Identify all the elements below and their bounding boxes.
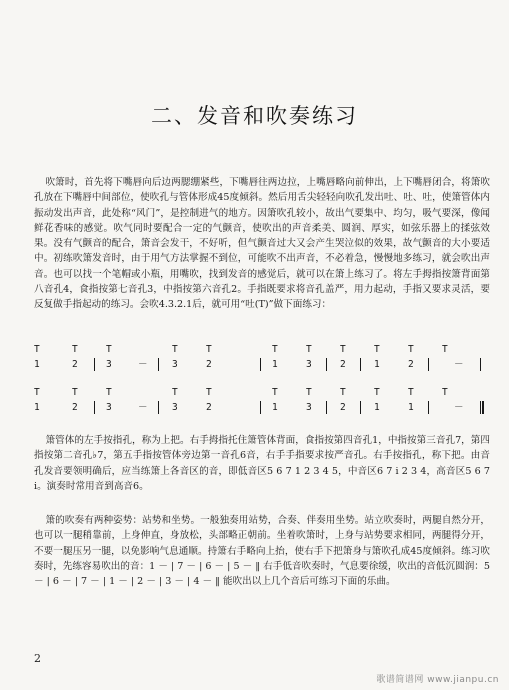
tonguing-mark: T xyxy=(340,387,346,398)
note: － xyxy=(138,359,148,370)
note: 1 xyxy=(408,402,414,413)
note: 2 xyxy=(206,359,212,370)
notation-row-1 xyxy=(34,343,490,373)
tonguing-mark: T xyxy=(272,387,278,398)
barline xyxy=(480,358,481,371)
note: 1 xyxy=(272,359,278,370)
note: 1 xyxy=(272,402,278,413)
tonguing-mark: T xyxy=(34,344,40,355)
note: 3 xyxy=(172,359,178,370)
barline xyxy=(260,401,261,414)
note: 2 xyxy=(408,359,414,370)
notation-row-2 xyxy=(34,386,490,416)
paragraph-embouchure xyxy=(34,175,490,313)
tonguing-marks xyxy=(34,386,490,399)
barline xyxy=(428,401,429,414)
watermark: 歌谱简谱网 www.jianpu.cn xyxy=(376,675,499,685)
paragraph-text: 箫管体的左手按指孔，称为上把。右手拇指托住箫管体背面，食指按第四音孔1，中指按第三音孔7，第四指按第二音孔♭7，第五手指按管体旁边第一音孔6音，右手手指要求按严音孔。右手按指孔，称下把。由音孔发音要领明确后，应当练箫上各音区的音，即低音区5 6 7 1 2 3 4 5，中音区6 7 i 2 3 4，高音区5 6 7 i。演奏时常用音到高音6。 xyxy=(34,435,490,492)
barline xyxy=(94,401,95,414)
note: － xyxy=(454,359,464,370)
paragraph-posture xyxy=(34,513,490,589)
barline xyxy=(94,358,95,371)
tonguing-marks xyxy=(34,343,490,356)
tonguing-mark: T xyxy=(408,387,414,398)
note: 3 xyxy=(172,402,178,413)
barline xyxy=(158,401,159,414)
tonguing-mark: T xyxy=(272,344,278,355)
tonguing-mark: T xyxy=(374,387,380,398)
tonguing-mark: T xyxy=(172,344,178,355)
note: － xyxy=(138,402,148,413)
note: 3 xyxy=(306,402,312,413)
note: 3 xyxy=(106,359,112,370)
note: 2 xyxy=(340,359,346,370)
tonguing-mark: T xyxy=(442,387,448,398)
note: 2 xyxy=(72,402,78,413)
note: 2 xyxy=(206,402,212,413)
barline xyxy=(360,358,361,371)
barline xyxy=(158,358,159,371)
barline xyxy=(326,358,327,371)
chapter-title: 二、发音和吹奏练习 xyxy=(151,104,358,128)
note: 1 xyxy=(374,402,380,413)
tonguing-mark: T xyxy=(408,344,414,355)
tonguing-mark: T xyxy=(306,344,312,355)
note: 1 xyxy=(374,359,380,370)
tonguing-mark: T xyxy=(374,344,380,355)
tonguing-mark: T xyxy=(206,387,212,398)
note: 2 xyxy=(72,359,78,370)
note: － xyxy=(454,402,464,413)
note: 1 xyxy=(34,359,40,370)
tonguing-mark: T xyxy=(340,344,346,355)
tonguing-mark: T xyxy=(106,387,112,398)
note: 3 xyxy=(306,359,312,370)
note-line xyxy=(34,401,490,414)
note: 1 xyxy=(34,402,40,413)
page-number: 2 xyxy=(34,652,41,665)
paragraph-fingering xyxy=(34,433,490,494)
barline xyxy=(260,358,261,371)
final-barline xyxy=(480,401,484,414)
barline xyxy=(360,401,361,414)
tonguing-mark: T xyxy=(442,344,448,355)
tonguing-mark: T xyxy=(172,387,178,398)
barline xyxy=(428,358,429,371)
note-line xyxy=(34,358,490,371)
tonguing-mark: T xyxy=(206,344,212,355)
paragraph-text: 吹箫时，首先将下嘴唇向后边两腮绷紧些，下嘴唇往两边拉，上嘴唇略向前伸出，上下嘴唇闭合，将箫吹孔放在下嘴唇中间部位，使吹孔与管体形成45度倾斜。然后用舌尖轻轻向吹孔发出吐、吐、吐，使箫管体内振动发出声音，此处称“风门”，是控制进气的地方。因箫吹孔较小，故出气要集中、均匀，吸气要深，像闻鲜花香味的感觉。吹气同时要配合一定的气颤音，使吹出的声音柔美、圆润、厚实，如弦乐器上的揉弦效果。没有气颤音的配合，箫音会发干，不好听，但气颤音过大又会产生哭泣似的效果，故气颤音的大小要适中。初练吹箫发音时，由于用气方法掌握不到位，可能吹不出声音，不必着急，慢慢地多练习，就会吹出声音。也可以找一个笔帽或小瓶，用嘴吹，找到发音的感觉后，就可以在箫上练习了。将左手拇指按箫背面第八音孔4，食指按第七音孔3，中指按第六音孔2。手指既要求将音孔盖严，用力起动，手指又要求灵活，要反复做手指起动的练习。会吹4.3.2.1后，就可用“吐(T)”做下面练习： xyxy=(34,177,490,311)
tonguing-mark: T xyxy=(106,344,112,355)
note: 2 xyxy=(340,402,346,413)
tonguing-mark: T xyxy=(34,387,40,398)
paragraph-text: 箫的吹奏有两种姿势：站势和坐势。一般独奏用站势，合奏、伴奏用坐势。站立吹奏时，两腿自然分开，也可以一腿稍靠前，上身伸直，身放松，头部略正朝前。坐着吹箫时，上身与站势要求相同，两腿得分开，不要一腿压另一腿，以免影响气息通顺。持箫右手略向上抬，使右手下把箫身与箫吹孔成45度倾斜。练习吹奏时，先练容易吹出的音：1 － | 7 － | 6 － | 5 － ‖ 右手低音吹奏时，气息要徐缓，吹出的音低沉圆润：5 － | 6 － | 7 － | 1 － | 2 － | 3 － | 4 － ‖ 能吹出以上几个音后可练习下面的乐曲。 xyxy=(34,515,490,588)
tonguing-mark: T xyxy=(72,344,78,355)
tonguing-mark: T xyxy=(72,387,78,398)
barline xyxy=(326,401,327,414)
tonguing-mark: T xyxy=(306,387,312,398)
note: 3 xyxy=(106,402,112,413)
